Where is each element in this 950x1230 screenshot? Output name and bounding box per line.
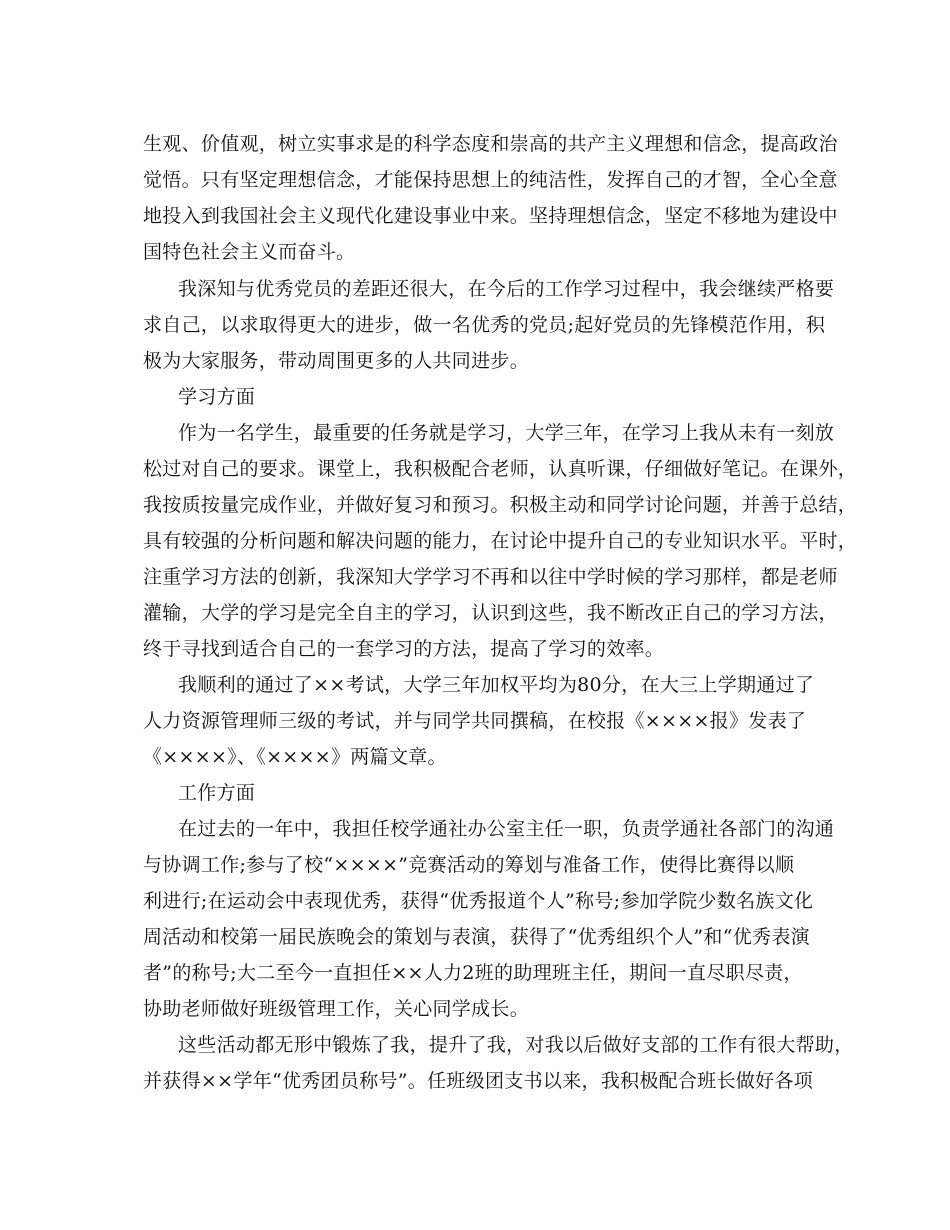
text-line: 极为大家服务，带动周围更多的人共同进步。 bbox=[143, 350, 530, 372]
text-line: 终于寻找到适合自己的一套学习的方法，提高了学习的效率。 bbox=[143, 638, 665, 660]
text-line: 者”的称号;大二至今一直担任××人力2班的助理班主任，期间一直尽职尽责， bbox=[143, 962, 803, 984]
paragraph-first-line: 我顺利的通过了××考试，大学三年加权平均为80分，在大三上学期通过了 bbox=[178, 674, 815, 696]
text-line: 周活动和校第一届民族晚会的策划与表演，获得了“优秀组织个人”和“优秀表演 bbox=[143, 926, 810, 948]
text-line: 利进行;在运动会中表现优秀，获得“优秀报道个人”称号;参加学院少数名族文化 bbox=[143, 890, 814, 912]
text-line: 灌输，大学的学习是完全自主的学习，认识到这些，我不断改正自己的学习方法， bbox=[143, 602, 838, 624]
text-line: 觉悟。只有坚定理想信念，才能保持思想上的纯洁性，发挥自己的才智，全心全意 bbox=[143, 169, 838, 191]
text-line: 我按质按量完成作业，并做好复习和预习。积极主动和同学讨论问题，并善于总结， bbox=[143, 494, 858, 516]
text-line: 具有较强的分析问题和解决问题的能力，在讨论中提升自己的专业知识水平。平时， bbox=[143, 530, 858, 552]
text-line: 并获得××学年“优秀团员称号”。任班级团支书以来，我积极配合班长做好各项 bbox=[143, 1070, 814, 1092]
section-heading: 工作方面 bbox=[178, 782, 256, 804]
text-line: 注重学习方法的创新，我深知大学学习不再和以往中学时候的学习那样，都是老师 bbox=[143, 566, 838, 588]
text-line: 《××××》、《××××》两篇文章。 bbox=[143, 746, 447, 768]
text-line: 地投入到我国社会主义现代化建设事业中来。坚持理想信念，坚定不移地为建设中 bbox=[143, 205, 838, 227]
text-line: 人力资源管理师三级的考试，并与同学共同撰稿，在校报《××××报》发表了 bbox=[143, 710, 807, 732]
text-line: 与协调工作;参与了校“××××”竞赛活动的筹划与准备工作，使得比赛得以顺 bbox=[143, 854, 795, 876]
paragraph-first-line: 这些活动都无形中锻炼了我，提升了我，对我以后做好支部的工作有很大帮助， bbox=[178, 1034, 854, 1056]
paragraph-first-line: 作为一名学生，最重要的任务就是学习，大学三年，在学习上我从未有一刻放 bbox=[178, 422, 835, 444]
text-line: 生观、价值观，树立实事求是的科学态度和崇高的共产主义理想和信念，提高政治 bbox=[143, 133, 838, 155]
section-heading: 学习方面 bbox=[178, 386, 256, 408]
paragraph-first-line: 在过去的一年中，我担任校学通社办公室主任一职，负责学通社各部门的沟通 bbox=[178, 818, 835, 840]
text-line: 松过对自己的要求。课堂上，我积极配合老师，认真听课，仔细做好笔记。在课外， bbox=[143, 458, 858, 480]
text-line: 协助老师做好班级管理工作，关心同学成长。 bbox=[143, 998, 530, 1020]
text-line: 求自己，以求取得更大的进步，做一名优秀的党员;起好党员的先锋模范作用，积 bbox=[143, 314, 826, 336]
paragraph-first-line: 我深知与优秀党员的差距还很大，在今后的工作学习过程中，我会继续严格要 bbox=[178, 278, 835, 300]
text-line: 国特色社会主义而奋斗。 bbox=[143, 241, 356, 263]
